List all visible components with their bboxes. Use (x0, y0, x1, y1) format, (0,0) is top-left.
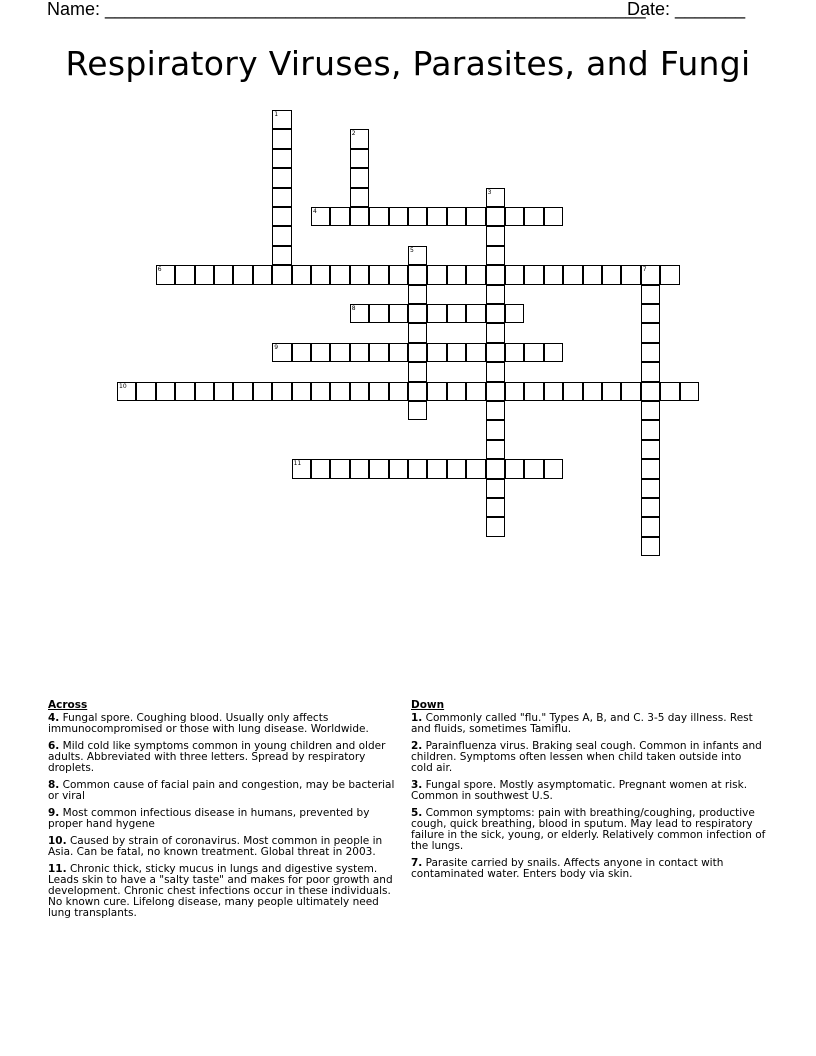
grid-cell[interactable] (350, 168, 369, 187)
clue-number: 3. (411, 779, 423, 791)
grid-cell[interactable] (583, 265, 602, 284)
grid-cell[interactable] (272, 207, 291, 226)
grid-cell[interactable] (350, 265, 369, 284)
grid-cell[interactable] (486, 420, 505, 439)
grid-cell[interactable] (486, 440, 505, 459)
name-label: Name: ______________________________________________________ (47, 0, 646, 19)
clue-number: 8. (48, 779, 60, 791)
clue-number: 11. (48, 863, 67, 875)
grid-cell[interactable] (466, 459, 485, 478)
grid-cell[interactable] (175, 265, 194, 284)
grid-cell[interactable] (427, 343, 446, 362)
grid-cell[interactable] (408, 382, 427, 401)
grid-cell[interactable] (486, 285, 505, 304)
grid-cell[interactable] (486, 343, 505, 362)
grid-cell[interactable] (311, 343, 330, 362)
grid-cell[interactable] (486, 459, 505, 478)
grid-cell[interactable] (621, 265, 640, 284)
grid-cell[interactable] (408, 323, 427, 342)
clue-number: 7. (411, 857, 423, 869)
grid-cell[interactable] (195, 265, 214, 284)
grid-cell[interactable] (486, 517, 505, 536)
grid-cell[interactable] (156, 265, 175, 284)
grid-cell[interactable] (524, 459, 543, 478)
grid-cell[interactable] (486, 207, 505, 226)
down-clue (411, 780, 766, 802)
grid-cell[interactable] (486, 362, 505, 381)
grid-cell[interactable] (369, 382, 388, 401)
grid-cell[interactable] (330, 343, 349, 362)
grid-cell[interactable] (641, 401, 660, 420)
down-heading: Down (411, 699, 445, 711)
grid-cell[interactable] (641, 479, 660, 498)
grid-cell[interactable] (350, 304, 369, 323)
grid-cell[interactable] (524, 265, 543, 284)
across-clue (48, 808, 403, 830)
grid-cell[interactable] (505, 459, 524, 478)
clue-number: 11 (293, 460, 302, 468)
grid-cell[interactable] (389, 459, 408, 478)
grid-cell[interactable] (175, 382, 194, 401)
clue-number: 10 (119, 382, 127, 390)
grid-cell[interactable] (311, 265, 330, 284)
across-clue (48, 864, 403, 919)
clue-text: Commonly called "flu." Types A, B, and C. 3-5 day illness. Rest and fluids, sometimes Tamiflu. (411, 712, 753, 735)
grid-cell[interactable] (389, 265, 408, 284)
clue-text: Fungal spore. Mostly asymptomatic. Pregnant women at risk. Common in southwest U.S. (411, 779, 748, 802)
grid-cell[interactable] (350, 149, 369, 168)
down-clue (411, 858, 766, 880)
grid-cell[interactable] (505, 343, 524, 362)
grid-cell[interactable] (544, 265, 563, 284)
clue-number: 1 (274, 111, 279, 118)
grid-cell[interactable] (524, 343, 543, 362)
grid-cell[interactable] (486, 226, 505, 245)
grid-cell[interactable] (117, 382, 136, 401)
grid-cell[interactable] (447, 304, 466, 323)
grid-cell[interactable] (156, 382, 175, 401)
grid-cell[interactable] (544, 459, 563, 478)
grid-cell[interactable] (311, 207, 330, 226)
grid-cell[interactable] (214, 265, 233, 284)
grid-cell[interactable] (408, 246, 427, 265)
grid-cell[interactable] (563, 382, 582, 401)
grid-cell[interactable] (486, 382, 505, 401)
grid-cell[interactable] (641, 498, 660, 517)
grid-cell[interactable] (486, 498, 505, 517)
grid-cell[interactable] (350, 207, 369, 226)
grid-cell[interactable] (641, 517, 660, 536)
grid-cell[interactable] (486, 188, 505, 207)
grid-cell[interactable] (447, 207, 466, 226)
grid-cell[interactable] (641, 440, 660, 459)
grid-cell[interactable] (486, 323, 505, 342)
grid-cell[interactable] (330, 265, 349, 284)
across-clue (48, 780, 403, 802)
page-title: Respiratory Viruses, Parasites, and Fungi (65, 44, 751, 83)
clue-number: 4 (313, 208, 317, 215)
clue-number: 3 (487, 188, 492, 196)
grid-cell[interactable] (505, 265, 524, 284)
grid-cell[interactable] (641, 362, 660, 381)
grid-cell[interactable] (330, 207, 349, 226)
down-clue (411, 713, 766, 735)
grid-cell[interactable] (505, 207, 524, 226)
grid-cell[interactable] (447, 459, 466, 478)
grid-cell[interactable] (272, 265, 291, 284)
grid-cell[interactable] (272, 129, 291, 148)
grid-cell[interactable] (641, 382, 660, 401)
grid-cell[interactable] (621, 382, 640, 401)
grid-cell[interactable] (292, 343, 311, 362)
grid-cell[interactable] (447, 265, 466, 284)
clue-text: Caused by strain of coronavirus. Most common in people in Asia. Can be fatal, no known treatment. Global threat in 2003. (48, 835, 383, 858)
down-clue (411, 808, 766, 852)
grid-cell[interactable] (350, 382, 369, 401)
clue-text: Parasite carried by snails. Affects anyone in contact with contaminated water. Enters body via skin. (411, 857, 724, 880)
grid-cell[interactable] (641, 537, 660, 556)
grid-cell[interactable] (369, 343, 388, 362)
across-clue (48, 836, 403, 858)
grid-cell[interactable] (253, 382, 272, 401)
grid-cell[interactable] (427, 304, 446, 323)
grid-cell[interactable] (311, 382, 330, 401)
grid-cell[interactable] (369, 207, 388, 226)
grid-cell[interactable] (330, 459, 349, 478)
grid-cell[interactable] (136, 382, 155, 401)
grid-cell[interactable] (292, 265, 311, 284)
date-label: Date: _______ (627, 0, 746, 19)
down-clues (411, 700, 766, 886)
grid-cell[interactable] (466, 382, 485, 401)
clue-text: Most common infectious disease in humans, prevented by proper hand hygene (48, 807, 370, 830)
grid-cell[interactable] (447, 343, 466, 362)
across-clue (48, 741, 403, 774)
grid-cell[interactable] (389, 382, 408, 401)
grid-cell[interactable] (408, 343, 427, 362)
across-clues (48, 700, 403, 925)
grid-cell[interactable] (292, 382, 311, 401)
clue-number: 9. (48, 807, 60, 819)
grid-cell[interactable] (641, 265, 660, 284)
clue-number: 2. (411, 740, 423, 752)
clue-text: Fungal spore. Coughing blood. Usually only affects immunocompromised or those with lung disease. Worldwide. (48, 712, 369, 735)
grid-cell[interactable] (583, 382, 602, 401)
grid-cell[interactable] (505, 304, 524, 323)
grid-cell[interactable] (272, 382, 291, 401)
clue-number: 1. (411, 712, 423, 724)
grid-cell[interactable] (389, 304, 408, 323)
grid-cell[interactable] (641, 459, 660, 478)
across-heading: Across (48, 699, 88, 711)
grid-cell[interactable] (272, 226, 291, 245)
clue-text: Common cause of facial pain and congestion, may be bacterial or viral (48, 779, 395, 802)
grid-cell[interactable] (408, 401, 427, 420)
grid-cell[interactable] (195, 382, 214, 401)
grid-cell[interactable] (602, 382, 621, 401)
clue-number: 7 (642, 266, 647, 274)
grid-cell[interactable] (408, 285, 427, 304)
grid-cell[interactable] (272, 188, 291, 207)
grid-cell[interactable] (369, 304, 388, 323)
grid-cell[interactable] (486, 304, 505, 323)
grid-cell[interactable] (427, 382, 446, 401)
grid-cell[interactable] (641, 420, 660, 439)
grid-cell[interactable] (427, 265, 446, 284)
grid-cell[interactable] (680, 382, 699, 401)
grid-cell[interactable] (369, 265, 388, 284)
grid-cell[interactable] (505, 382, 524, 401)
grid-cell[interactable] (272, 343, 291, 362)
clue-number: 10. (48, 835, 67, 847)
clue-text: Parainfluenza virus. Braking seal cough. Common in infants and children. Symptoms often lessen when child taken outside into cold air. (411, 740, 762, 774)
clue-text: Chronic thick, sticky mucus in lungs and digestive system. Leads skin to have a "salty taste" and makes for poor growth and development. Chronic chest infections occur in these individuals. No known cure. Lifelong disease, many people ultimately need lung transplants. (48, 863, 393, 919)
grid-cell[interactable] (544, 343, 563, 362)
grid-cell[interactable] (466, 265, 485, 284)
grid-cell[interactable] (641, 304, 660, 323)
grid-cell[interactable] (369, 459, 388, 478)
grid-cell[interactable] (602, 265, 621, 284)
grid-cell[interactable] (233, 382, 252, 401)
grid-cell[interactable] (272, 246, 291, 265)
grid-cell[interactable] (486, 479, 505, 498)
across-clue (48, 713, 403, 735)
grid-cell[interactable] (524, 207, 543, 226)
grid-cell[interactable] (292, 459, 311, 478)
grid-cell[interactable] (350, 129, 369, 148)
grid-cell[interactable] (466, 343, 485, 362)
grid-cell[interactable] (408, 362, 427, 381)
grid-cell[interactable] (641, 343, 660, 362)
clue-number: 6. (48, 740, 60, 752)
clue-text: Mild cold like symptoms common in young children and older adults. Abbreviated with three letters. Spread by respiratory droplets. (48, 740, 386, 774)
grid-cell[interactable] (563, 265, 582, 284)
grid-cell[interactable] (350, 343, 369, 362)
grid-cell[interactable] (311, 459, 330, 478)
clue-number: 8 (351, 305, 356, 312)
grid-cell[interactable] (272, 110, 291, 129)
grid-cell[interactable] (544, 207, 563, 226)
grid-cell[interactable] (486, 265, 505, 284)
grid-cell[interactable] (389, 343, 408, 362)
grid-cell[interactable] (408, 265, 427, 284)
grid-cell[interactable] (544, 382, 563, 401)
grid-cell[interactable] (350, 459, 369, 478)
grid-cell[interactable] (466, 207, 485, 226)
grid-cell[interactable] (660, 382, 679, 401)
clue-number: 5 (410, 246, 414, 254)
grid-cell[interactable] (272, 168, 291, 187)
grid-cell[interactable] (466, 304, 485, 323)
grid-cell[interactable] (524, 382, 543, 401)
grid-cell[interactable] (447, 382, 466, 401)
down-clue (411, 741, 766, 774)
grid-cell[interactable] (486, 246, 505, 265)
grid-cell[interactable] (408, 459, 427, 478)
grid-cell[interactable] (350, 188, 369, 207)
grid-cell[interactable] (389, 207, 408, 226)
grid-cell[interactable] (641, 323, 660, 342)
grid-cell[interactable] (427, 207, 446, 226)
grid-cell[interactable] (408, 207, 427, 226)
grid-cell[interactable] (330, 382, 349, 401)
grid-cell[interactable] (253, 265, 272, 284)
grid-cell[interactable] (214, 382, 233, 401)
grid-cell[interactable] (427, 459, 446, 478)
clue-number: 4. (48, 712, 60, 724)
clue-number: 2 (351, 130, 356, 138)
grid-cell[interactable] (233, 265, 252, 284)
clue-number: 9 (274, 343, 279, 351)
grid-cell[interactable] (408, 304, 427, 323)
grid-cell[interactable] (272, 149, 291, 168)
clue-number: 6 (157, 266, 162, 274)
clue-text: Common symptoms: pain with breathing/coughing, productive cough, quick breathing, blood in sputum. May lead to respiratory failure in the sick, young, or elderly. Relatively common infection of the lungs. (411, 807, 766, 852)
grid-cell[interactable] (641, 285, 660, 304)
clue-number: 5. (411, 807, 423, 819)
grid-cell[interactable] (660, 265, 679, 284)
grid-cell[interactable] (486, 401, 505, 420)
